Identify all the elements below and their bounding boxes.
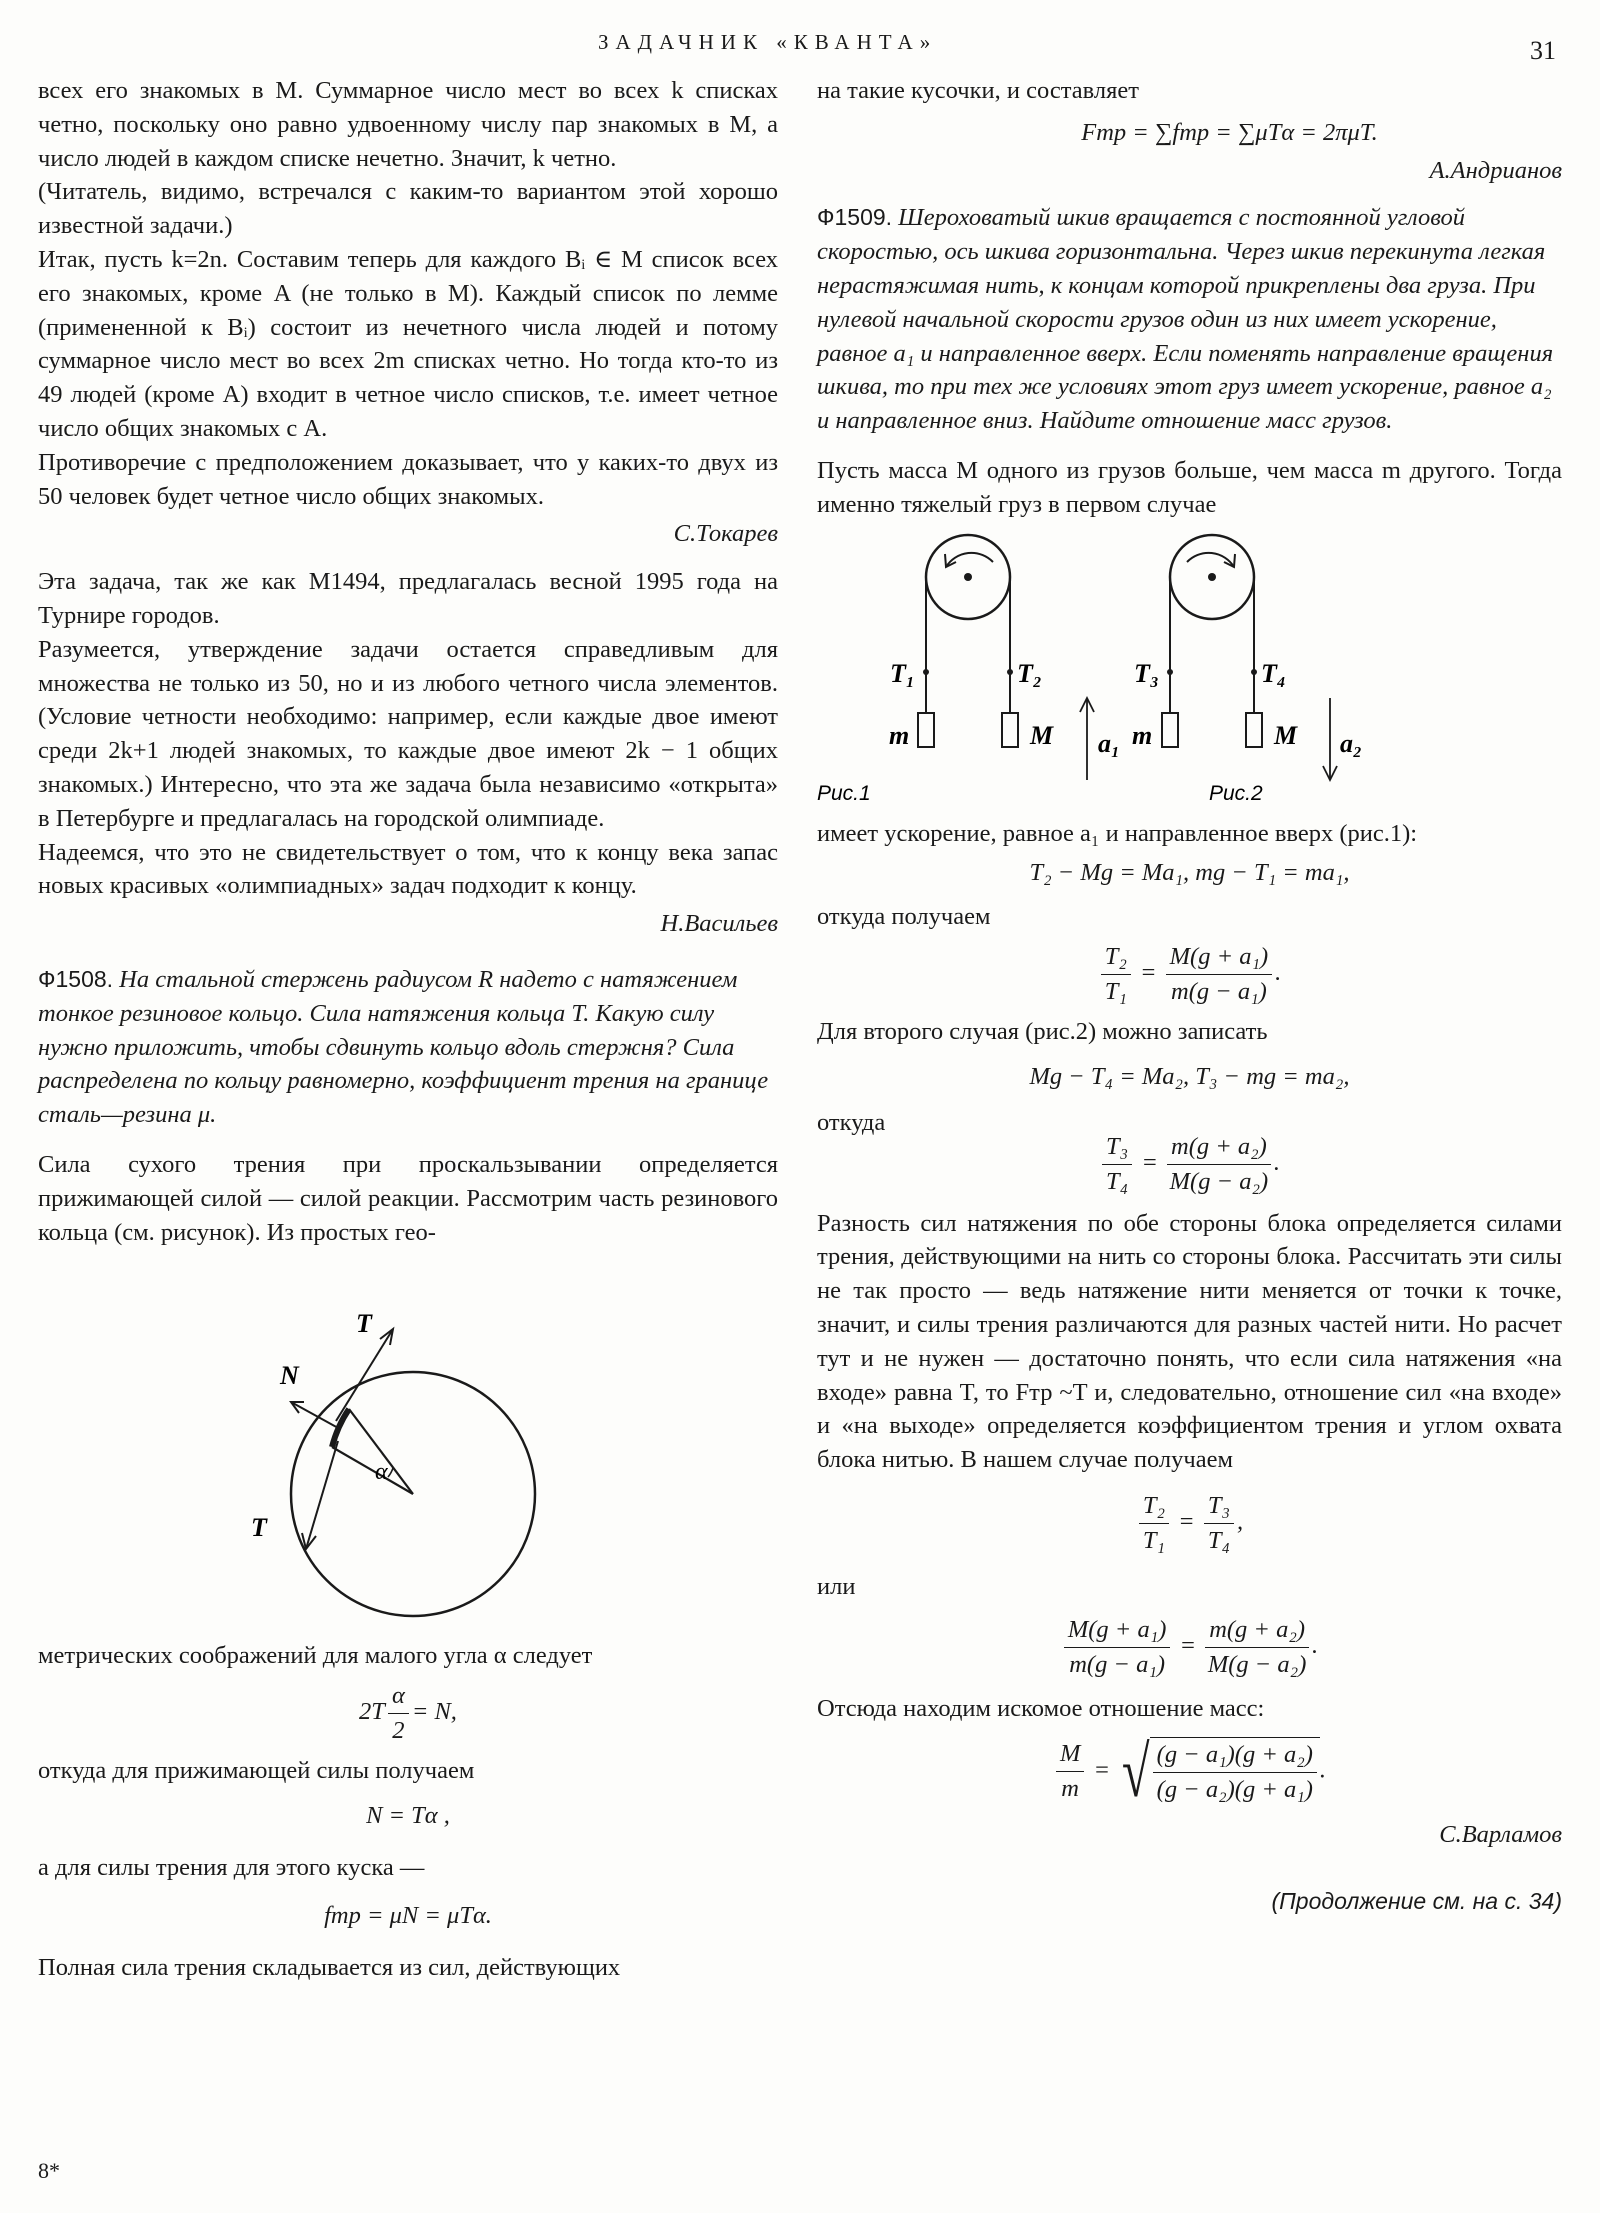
frac-numerator: (g − a₁)(g + a₂) (1153, 1738, 1317, 1773)
paragraph: (Читатель, видимо, встречался с каким-то вариантом этой хорошо известной задачи.) (38, 178, 778, 240)
square-root: √ $\frac{\text{(g − a₁)(g + a₂)}}{\text{(g − a₂)(g + a₁)}}$ (1116, 1736, 1320, 1808)
caption-fig1: Рис.1 (817, 781, 871, 805)
caption-fig2: Рис.2 (1209, 781, 1263, 805)
label-m: m (889, 720, 910, 750)
label-t1: T₁ (890, 658, 915, 688)
paragraph: Пусть масса M одного из грузов больше, чем масса m другого. Тогда именно тяжелый груз в первом случае (817, 456, 1562, 518)
paragraph: или (817, 1572, 856, 1600)
right-column (817, 74, 1562, 1919)
label-n: N (280, 1361, 299, 1391)
figure-2 (1132, 535, 1362, 805)
ring-diagram (38, 1249, 778, 1639)
frac-denominator: T₄ (1207, 1526, 1230, 1554)
pulley-diagrams (817, 522, 1562, 817)
signature-mark: 8* (38, 2158, 60, 2183)
equation-friction-piece: fтр = μN = μTα. (324, 1902, 492, 1930)
equation-tension-ratio: $\frac{\text{T₂}}{\text{T₁}}$ = $\frac{\text{T₃}}{\text{T₄}}$ , (817, 1489, 1562, 1558)
frac-numerator: T₃ (1102, 1130, 1132, 1165)
paragraph: Сила сухого трения при проскальзывании определяется прижимающей силой — силой реакции. Рассмотрим часть резинового кольца (см. рисунок). Из простых гео- (38, 1150, 778, 1246)
label-t3: T₃ (1134, 658, 1159, 688)
problem-f1509 (817, 201, 1562, 438)
label-alpha: α (375, 1459, 388, 1486)
ring-figure (38, 1249, 778, 1639)
author-signature: С.Токарев (673, 520, 778, 548)
problem-statement: Шероховатый шкив вращается с постоянной угловой скоростью, ось шкива горизонтальна. Через шкив перекинута легкая нерастяжимая нить, к концам которой прикреплены два груза. При нулевой начальной скорости грузов один из них имеет ускорение, равное a₁ и направленное вверх. Если поменять направление вращения шкива, то при тех же условиях этот груз имеет ускорение, равное a₂ и направленное вниз. Найдите отношение масс грузов. (817, 204, 1554, 435)
frac-denominator: T₁ (1142, 1526, 1166, 1554)
frac-denominator: M(g − a₂) (1207, 1651, 1307, 1679)
frac-denominator: (g − a₂)(g + a₁) (1156, 1775, 1313, 1803)
equation-ratio1: $\frac{\text{T₂}}{\text{T₁}}$ = $\frac{\text{M(g + a₁)}}{\text{m(g − a₁)}}$ . (817, 940, 1562, 1009)
frac-denominator: m(g − a₁) (1171, 977, 1267, 1005)
paragraph: Разумеется, утверждение задачи остается справедливым для множества не только из 50, но и из любого четного числа элементов. (Условие четности необходимо: например, если каждые двое имеют среди 2k+1 людей знакомых, то каждые двое имеют 2k − 1 общих знакомых.) Интересно, что эта же задача была независимо «открыта» в Петербурге и предлагалась на городской олимпиаде. (38, 635, 778, 832)
eq-term: 2T (359, 1698, 385, 1726)
frac-numerator: M(g + a₁) (1064, 1613, 1171, 1648)
paragraph: метрических соображений для малого угла α следует (38, 1642, 593, 1670)
frac-denominator: T₁ (1104, 977, 1127, 1005)
author-signature: Н.Васильев (660, 910, 778, 938)
paragraph: всех его знакомых в M. Суммарное число мест во всех k списках четно, поскольку оно равно удвоенному числу пар знакомых в M, а число людей в каждом списке нечетно. Значит, k четно. (38, 77, 778, 172)
paragraph: откуда получаем (817, 903, 991, 931)
paragraph: Полная сила трения складывается из сил, действующих (38, 1953, 621, 1981)
frac-numerator: T₂ (1101, 940, 1131, 975)
paragraph: на такие кусочки, и составляет (817, 77, 1139, 104)
label-m: m (1132, 720, 1153, 750)
equation-normal-force: N = Tα , (366, 1802, 450, 1830)
equation-case2: Mg − T₄ = Ma₂, T₃ − mg = ma₂, (1029, 1063, 1350, 1091)
eq-term: = N, (411, 1698, 457, 1726)
problem-number: Ф1508. (38, 965, 114, 992)
label-t-bottom: T (251, 1513, 267, 1543)
paragraph: Для второго случая (рис.2) можно записать (817, 1017, 1268, 1045)
equation-case1: T₂ − Mg = Ma₁, mg − T₁ = ma₁, (1029, 859, 1350, 887)
paragraph: Противоречие с предположением доказывает, что у каких-то двух из 50 человек будет четное число общих знакомых. (38, 448, 778, 510)
paragraph: откуда (817, 1109, 886, 1137)
problem-f1508 (38, 963, 778, 1132)
continued-note: (Продолжение см. на с. 34) (1271, 1888, 1562, 1915)
label-t-top: T (356, 1309, 372, 1339)
frac-numerator: m(g + a₂) (1167, 1130, 1271, 1165)
label-M: M (1030, 720, 1054, 750)
label-a2: a₂ (1340, 728, 1363, 758)
running-header: ЗАДАЧНИК «КВАНТА» (598, 30, 938, 54)
figure-1 (817, 535, 1120, 805)
frac-denominator: 2 (392, 1716, 405, 1744)
paragraph: а для силы трения для этого куска — (38, 1854, 425, 1882)
equation-normal-force-geometry (38, 1679, 778, 1748)
problem-number: Ф1509. (817, 204, 893, 231)
page-number: 31 (1530, 36, 1556, 65)
frac-numerator: α (388, 1679, 409, 1714)
frac-numerator: M(g + a₁) (1166, 940, 1273, 975)
frac-numerator: M (1056, 1737, 1084, 1772)
equation-total-friction: Fтр = ∑fтр = ∑μTα = 2πμT. (1081, 118, 1378, 146)
frac-denominator: M(g − a₂) (1169, 1167, 1269, 1195)
frac-denominator: m(g − a₁) (1069, 1651, 1166, 1679)
label-t4: T₄ (1261, 658, 1286, 688)
frac-numerator: T₂ (1139, 1489, 1169, 1524)
pulley-figures (817, 522, 1562, 817)
paragraph: имеет ускорение, равное a₁ и направленное вверх (рис.1): (817, 819, 1418, 847)
paragraph: Надеемся, что это не свидетельствует о том, что к концу века запас новых красивых «олимпиадных» задач подходит к концу. (38, 838, 778, 900)
frac-denominator: T₄ (1106, 1167, 1129, 1195)
label-t2: T₂ (1017, 658, 1042, 688)
equation-mass-ratio: $\frac{M}{m}$ = √ $\frac{\text{(g − a₁)(g + a₂)}}{\text{(g − a₂)(g + a₁)}}$ . (817, 1736, 1562, 1808)
label-a1: a₁ (1098, 728, 1121, 758)
frac-numerator: T₃ (1204, 1489, 1234, 1524)
equation-ratio2: $\frac{\text{T₃}}{\text{T₄}}$ = $\frac{\text{m(g + a₂)}}{\text{M(g − a₂)}}$ . (817, 1130, 1562, 1199)
paragraph: Разность сил натяжения по обе стороны блока определяется силами трения, действующими на нить со стороны блока. Рассчитать эти силы не так просто — ведь натяжение нити меняется от точки к точке, значит, и силы трения различаются для разных частей нити. Но расчет тут и не нужен — достаточно понять, что если сила натяжения «на входе» равна T, то Fтр ~T и, следовательно, отношение сил «на входе» и «на выходе» определяется коэффициентом трения и углом охвата блока нитью. В нашем случае получаем (817, 1209, 1562, 1474)
paragraph: Отсюда находим искомое отношение масс: (817, 1694, 1265, 1722)
frac-numerator: m(g + a₂) (1205, 1613, 1309, 1648)
equation-mass-equality: $\frac{\text{M(g + a₁)}}{\text{m(g − a₁)}}$ = $\frac{\text{m(g + a₂)}}{\text{M(g − a₂)}}$ . (817, 1613, 1562, 1682)
left-column (38, 74, 778, 1985)
paragraph: откуда для прижимающей силы получаем (38, 1756, 475, 1784)
author-signature: А.Андрианов (1429, 156, 1562, 184)
paragraph: Эта задача, так же как М1494, предлагалась весной 1995 года на Турнире городов. (38, 568, 778, 629)
author-signature: С.Варламов (1439, 1820, 1562, 1848)
frac-denominator: m (1061, 1775, 1079, 1803)
problem-statement: На стальной стержень радиусом R надето с натяжением тонкое резиновое кольцо. Сила натяжения кольца T. Какую силу нужно приложить, чтобы сдвинуть кольцо вдоль стержня? Сила распределена по кольцу равномерно, коэффициент трения на границе сталь—резина μ. (38, 965, 769, 1129)
label-M: M (1274, 720, 1298, 750)
paragraph: Итак, пусть k=2n. Составим теперь для каждого Bᵢ ∈ M список всех его знакомых, кроме A (не только в M). Каждый список по лемме (примененной к Bᵢ) состоит из нечетного числа людей и потому суммарное число мест во всех 2m списках четно. Но тогда кто-то из 49 людей (кроме A) входит в четное число списков, т.е. имеет четное число общих знакомых с A. (38, 245, 778, 442)
